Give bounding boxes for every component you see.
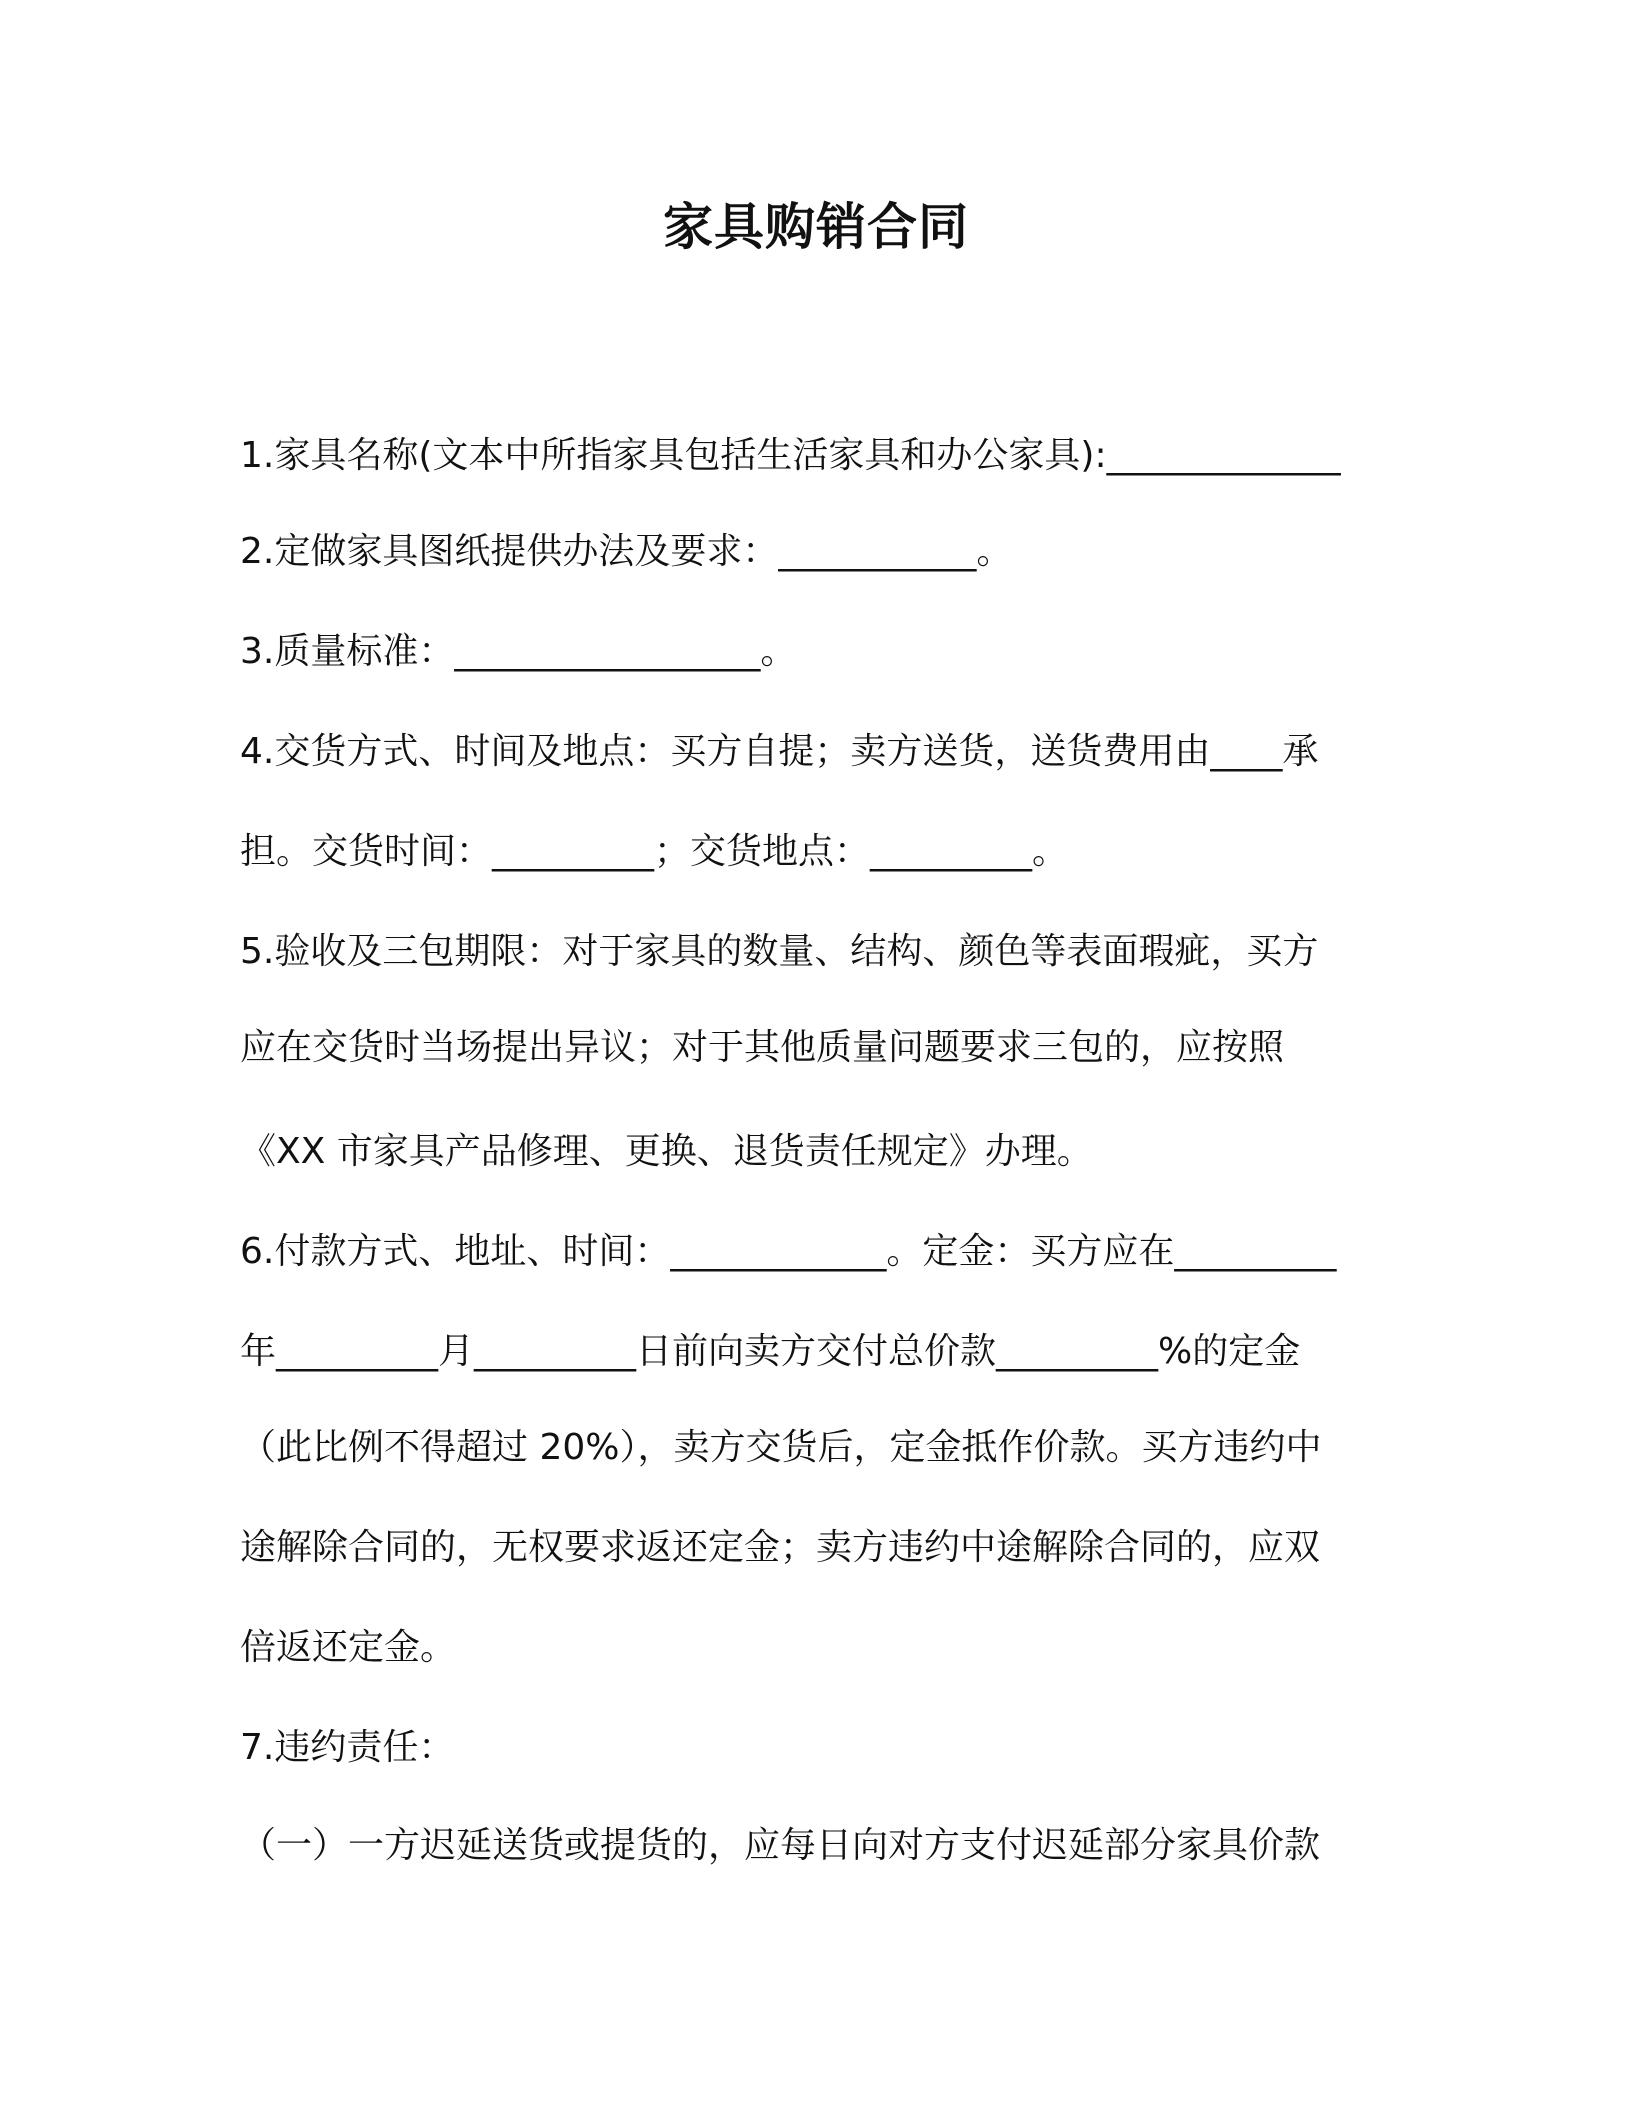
- clause-6-line-5: 倍返还定金。: [240, 1627, 457, 1668]
- document-title: 家具购销合同: [663, 198, 969, 256]
- clause-1-line: 1.家具名称(文本中所指家具包括生活家具和办公家具):_____________: [240, 435, 1341, 476]
- clause-6-line-4: 途解除合同的，无权要求返还定金；卖方违约中途解除合同的，应双: [240, 1527, 1321, 1568]
- clause-6-line-3: （此比例不得超过 20%），卖方交货后，定金抵作价款。买方违约中: [240, 1427, 1322, 1468]
- clause-4-line-1: 4.交货方式、时间及地点：买方自提；卖方送货，送货费用由____承: [240, 731, 1319, 772]
- clause-7-heading: 7.违约责任：: [240, 1727, 455, 1768]
- clause-3-line: 3.质量标准：_________________。: [240, 631, 797, 672]
- clause-7-item-1-line: （一）一方迟延送货或提货的，应每日向对方支付迟延部分家具价款: [240, 1825, 1321, 1866]
- clause-5-line-2: 应在交货时当场提出异议；对于其他质量问题要求三包的，应按照: [240, 1027, 1285, 1068]
- clause-5-line-1: 5.验收及三包期限：对于家具的数量、结构、颜色等表面瑕疵，买方: [240, 931, 1319, 972]
- clause-5-line-3: 《XX 市家具产品修理、更换、退货责任规定》办理。: [240, 1131, 1093, 1172]
- clause-4-line-2: 担。交货时间：_________；交货地点：_________。: [240, 831, 1069, 872]
- clause-2-line: 2.定做家具图纸提供办法及要求：___________。: [240, 531, 1013, 572]
- clause-6-line-1: 6.付款方式、地址、时间：____________。定金：买方应在_________: [240, 1231, 1337, 1272]
- clause-6-line-2: 年_________月_________日前向卖方交付总价款_________%的定金: [240, 1331, 1301, 1372]
